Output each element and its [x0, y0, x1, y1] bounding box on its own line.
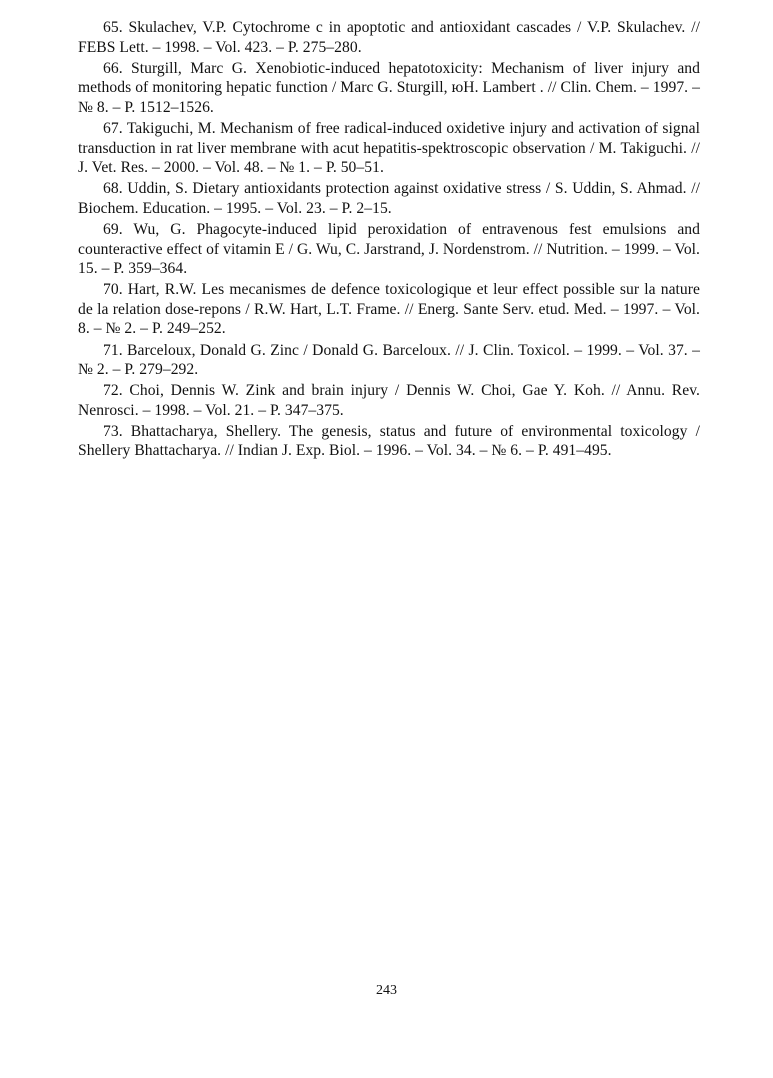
reference-70: 70. Hart, R.W. Les mecanismes de defence toxicologique et leur effect possible sur la nature de la relation dose-repons / R.W. Hart, L.T. Frame. // Energ. Sante Serv. etud. Med. – 1997. – Vol. 8. – № 2. – P. 249–252.: [78, 281, 700, 338]
reference-65: 65. Skulachev, V.P. Cytochrome c in apoptotic and antioxidant cascades / V.P. Skulachev. // FEBS Lett. – 1998. – Vol. 423. – P. 275–280.: [78, 19, 700, 56]
reference-list: [78, 18, 700, 463]
reference-66: 66. Sturgill, Marc G. Xenobiotic-induced hepatotoxicity: Mechanism of liver injury and methods of monitoring hepatic function / Marc G. Sturgill, юH. Lambert . // Clin. Chem. – 1997. – № 8. – P. 1512–1526.: [78, 59, 700, 116]
reference-68: 68. Uddin, S. Dietary antioxidants protection against oxidative stress / S. Uddin, S. Ahmad. // Biochem. Education. – 1995. – Vol. 23. – P. 2–15.: [78, 180, 700, 217]
reference-71: 71. Barceloux, Donald G. Zinc / Donald G. Barceloux. // J. Clin. Toxicol. – 1999. – Vol. 37. – № 2. – P. 279–292.: [78, 341, 700, 379]
reference-72: 72. Choi, Dennis W. Zink and brain injury / Dennis W. Choi, Gae Y. Koh. // Annu. Rev. Nenrosci. – 1998. – Vol. 21. – P. 347–375.: [78, 382, 700, 419]
page-number: 243: [376, 983, 397, 998]
reference-69: 69. Wu, G. Phagocyte-induced lipid peroxidation of entravenous fest emulsions and counteractive effect of vitamin E / G. Wu, C. Jarstrand, J. Nordenstrom. // Nutrition. – 1999. – Vol. 15. – P. 359–364.: [78, 220, 700, 278]
reference-67: 67. Takiguchi, M. Mechanism of free radical-induced oxidetive injury and activation of signal transduction in rat liver membrane with acut hepatitis-spektroscopic observation / M. Takiguchi. // J. Vet. Res. – 2000. – Vol. 48. – № 1. – P. 50–51.: [78, 119, 700, 177]
reference-73: 73. Bhattacharya, Shellery. The genesis, status and future of environmental toxicology / Shellery Bhattacharya. // Indian J. Exp. Biol. – 1996. – Vol. 34. – № 6. – P. 491–495.: [78, 422, 700, 460]
